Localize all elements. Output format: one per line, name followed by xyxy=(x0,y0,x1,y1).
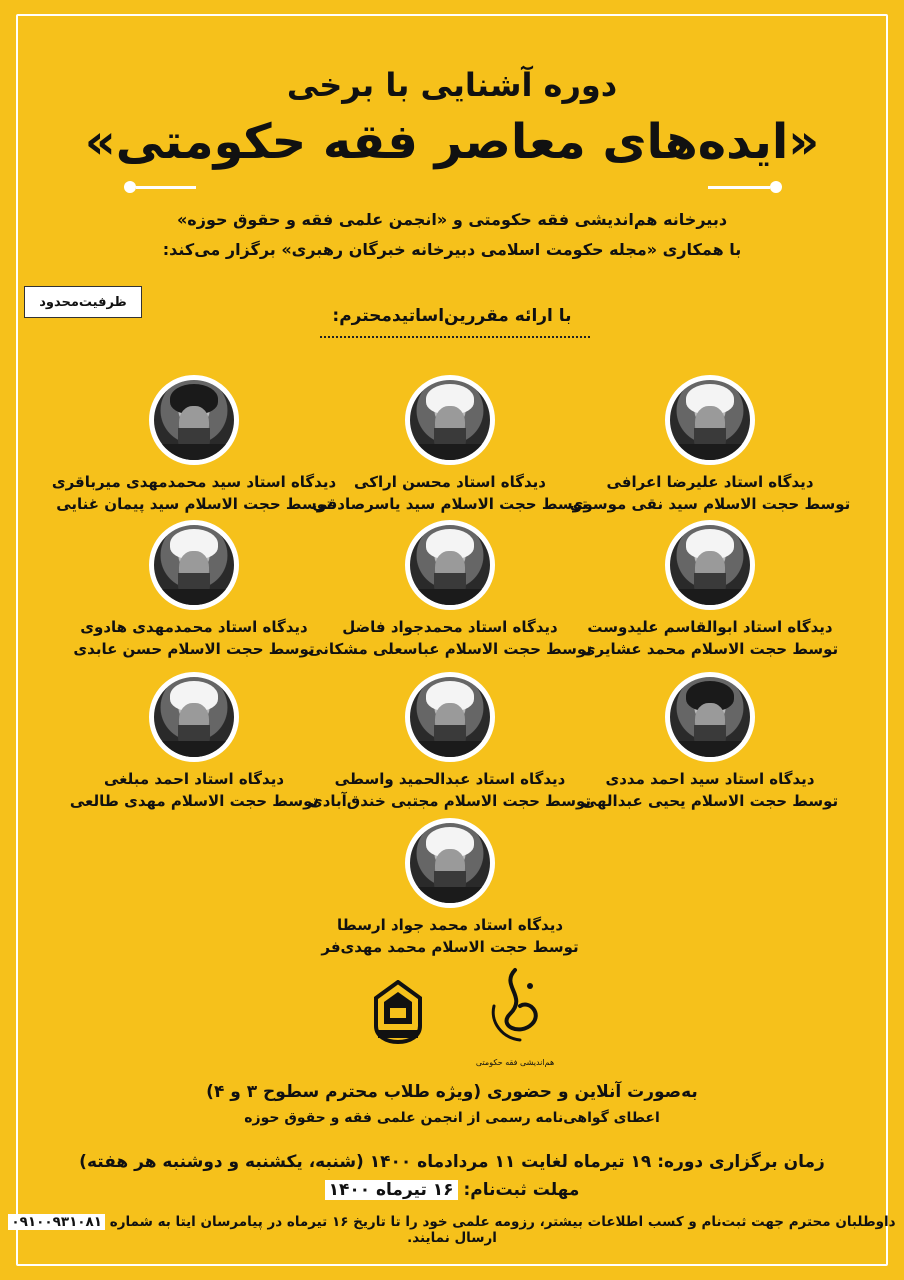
deadline-value: ۱۶ تیرماه ۱۴۰۰ xyxy=(325,1180,458,1200)
phone-number: ۰۹۱۰۰۹۳۱۰۸۱ xyxy=(8,1214,105,1230)
speaker-name: دیدگاه استاد ابوالقاسم علیدوست xyxy=(587,618,833,636)
main-title: «ایده‌های معاصر فقه حکومتی» xyxy=(84,114,820,170)
presenter-name: توسط حجت الاسلام عباسعلی مشکانی xyxy=(308,640,592,658)
speaker-name: دیدگاه استاد سید احمد مددی xyxy=(605,770,815,788)
speaker-photo xyxy=(149,672,239,762)
speaker-card xyxy=(44,520,344,660)
divider-dot-right xyxy=(770,181,782,193)
speaker-name: دیدگاه استاد احمد مبلغی xyxy=(103,770,285,788)
speaker-card xyxy=(560,672,860,812)
intro-underline xyxy=(320,336,590,338)
speaker-photo xyxy=(405,672,495,762)
organizer-line2: با همکاری «مجله حکومت اسلامی دبیرخانه خبرگان رهبری» برگزار می‌کند: xyxy=(162,240,742,259)
speaker-card xyxy=(300,672,600,812)
speaker-name: دیدگاه استاد علیرضا اعرافی xyxy=(606,473,814,491)
presenter-name: توسط حجت الاسلام مجتبی خندق‌آبادی xyxy=(308,792,592,810)
limited-capacity-badge: ظرفیت‌محدود xyxy=(24,286,142,318)
deadline-label: مهلت ثبت‌نام: xyxy=(463,1180,580,1200)
speaker-photo xyxy=(665,520,755,610)
speaker-card xyxy=(560,520,860,660)
logos xyxy=(360,966,560,1076)
anjoman-logo-icon xyxy=(370,980,426,1046)
registration-deadline xyxy=(0,1180,904,1200)
certificate-note: اعطای گواهی‌نامه رسمی از انجمن علمی فقه و حقوق حوزه xyxy=(244,1110,660,1126)
speaker-photo xyxy=(405,375,495,465)
contact-end: ارسال نمایند. xyxy=(407,1230,497,1246)
presenter-name: توسط حجت الاسلام مهدی طالعی xyxy=(69,792,319,810)
speaker-name: دیدگاه استاد محمد جواد ارسطا xyxy=(336,916,564,934)
speaker-card xyxy=(44,672,344,812)
hamandishi-logo-caption: هم‌اندیشی فقه حکومتی xyxy=(475,1058,555,1067)
speaker-card xyxy=(300,520,600,660)
divider-dot-left xyxy=(124,181,136,193)
schedule: زمان برگزاری دوره: ۱۹ تیرماه لغایت ۱۱ مردادماه ۱۴۰۰ (شنبه، یکشنبه و دوشنبه هر هفته) xyxy=(79,1152,825,1172)
presenter-name: توسط حجت الاسلام حسن عابدی xyxy=(73,640,315,658)
speaker-photo xyxy=(149,375,239,465)
course-mode: به‌صورت آنلاین و حضوری (ویژه طلاب محترم سطوح ۳ و ۴) xyxy=(206,1082,698,1102)
speaker-photo xyxy=(149,520,239,610)
presenter-name: توسط حجت الاسلام محمد مهدی‌فر xyxy=(321,938,579,956)
divider-line-right xyxy=(708,186,770,189)
speaker-card xyxy=(560,375,860,515)
speaker-card xyxy=(300,818,600,958)
speaker-photo xyxy=(665,672,755,762)
divider-line-left xyxy=(136,186,196,189)
speaker-name: دیدگاه استاد محمدجواد فاضل xyxy=(342,618,558,636)
speaker-photo xyxy=(405,520,495,610)
speaker-card xyxy=(300,375,600,515)
organizer-line1: دبیرخانه هم‌اندیشی فقه حکومتی و «انجمن علمی فقه و حقوق حوزه» xyxy=(176,210,728,229)
speaker-card xyxy=(44,375,344,515)
speaker-photo xyxy=(405,818,495,908)
presenter-name: توسط حجت الاسلام سید پیمان غنایی xyxy=(56,495,332,513)
presenter-name: توسط حجت الاسلام سید نقی موسوی xyxy=(569,495,851,513)
speakers-intro: با ارائه مقررین‌اساتید‌محترم: xyxy=(332,306,572,326)
presenter-name: توسط حجت الاسلام سید یاسر‌صادقی xyxy=(312,495,588,513)
presenter-name: توسط حجت الاسلام یحیی عبدالهی xyxy=(581,792,839,810)
contact-text: داوطلبان محترم جهت ثبت‌نام و کسب اطلاعات بیشتر، رزومه علمی خود را تا تاریخ ۱۶ تیرماه در پیامرسان ایتا به شماره xyxy=(109,1214,896,1230)
title-line1: دوره آشنایی با برخی xyxy=(286,66,618,104)
presenter-name: توسط حجت الاسلام محمد عشایری xyxy=(581,640,839,658)
speaker-name: دیدگاه استاد محمدمهدی هادوی xyxy=(80,618,308,636)
speaker-photo xyxy=(665,375,755,465)
speaker-name: دیدگاه استاد عبدالحمید واسطی xyxy=(334,770,566,788)
hamandishi-logo-icon xyxy=(480,966,550,1056)
speaker-name: دیدگاه استاد محسن اراکی xyxy=(354,473,546,491)
speaker-name: دیدگاه استاد سید محمدمهدی میرباقری xyxy=(51,473,337,491)
contact-line xyxy=(0,1214,904,1246)
